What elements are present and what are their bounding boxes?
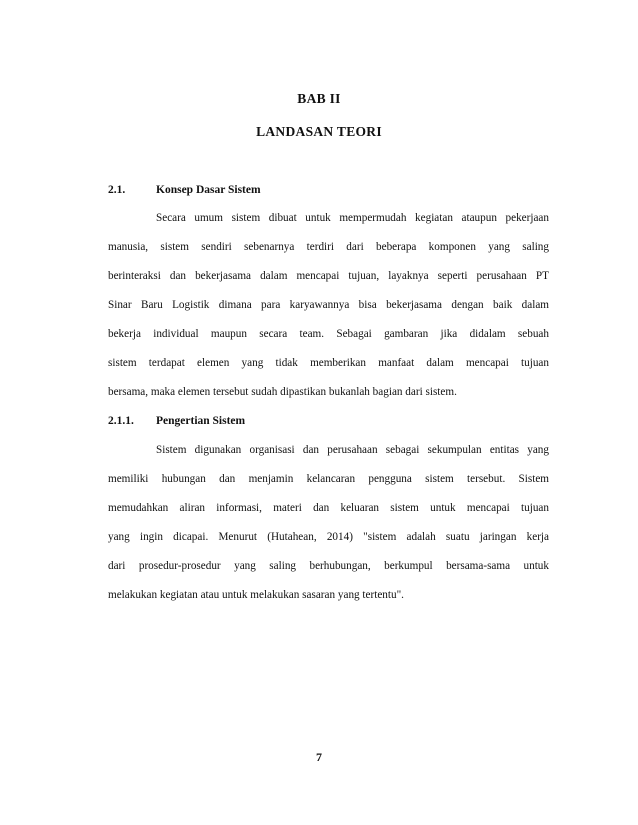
paragraph-line: memudahkan aliran informasi, materi dan keluaran sistem untuk mencapai tujuan [108,502,549,514]
paragraph-line: sistem terdapat elemen yang tidak memberikan manfaat dalam mencapai tujuan [108,357,549,369]
chapter-number: BAB II [297,91,341,106]
paragraph-line: melakukan kegiatan atau untuk melakukan sasaran yang tertentu". [108,589,404,601]
paragraph-line: dari prosedur-prosedur yang saling berhubungan, berkumpul bersama-sama untuk [108,560,549,572]
paragraph-line: memiliki hubungan dan menjamin kelancaran pengguna sistem tersebut. Sistem [108,473,549,485]
paragraph-line: berinteraksi dan bekerjasama dalam mencapai tujuan, layaknya seperti perusahaan PT [108,270,549,282]
section-heading [108,184,261,196]
paragraph-line: manusia, sistem sendiri sebenarnya terdiri dari beberapa komponen yang saling [108,241,549,253]
paragraph-line: bersama, maka elemen tersebut sudah dipastikan bukanlah bagian dari sistem. [108,386,457,398]
subsection-heading [108,415,245,427]
paragraph-line: Sistem digunakan organisasi dan perusahaan sebagai sekumpulan entitas yang [156,444,549,456]
chapter-title: LANDASAN TEORI [256,124,382,139]
paragraph-line: Sinar Baru Logistik dimana para karyawannya bisa bekerjasama dengan baik dalam [108,299,549,311]
paragraph-line: yang ingin dicapai. Menurut (Hutahean, 2014) "sistem adalah suatu jaringan kerja [108,531,549,543]
page-number: 7 [316,750,322,764]
paragraph-line: Secara umum sistem dibuat untuk mempermudah kegiatan ataupun pekerjaan [156,212,549,224]
subsection-number: 2.1.1. [108,415,134,427]
subsection-title: Pengertian Sistem [156,415,246,427]
section-title: Konsep Dasar Sistem [156,184,261,196]
section-number: 2.1. [108,184,126,196]
paragraph-line: bekerja individual maupun secara team. Sebagai gambaran jika didalam sebuah [108,328,549,340]
